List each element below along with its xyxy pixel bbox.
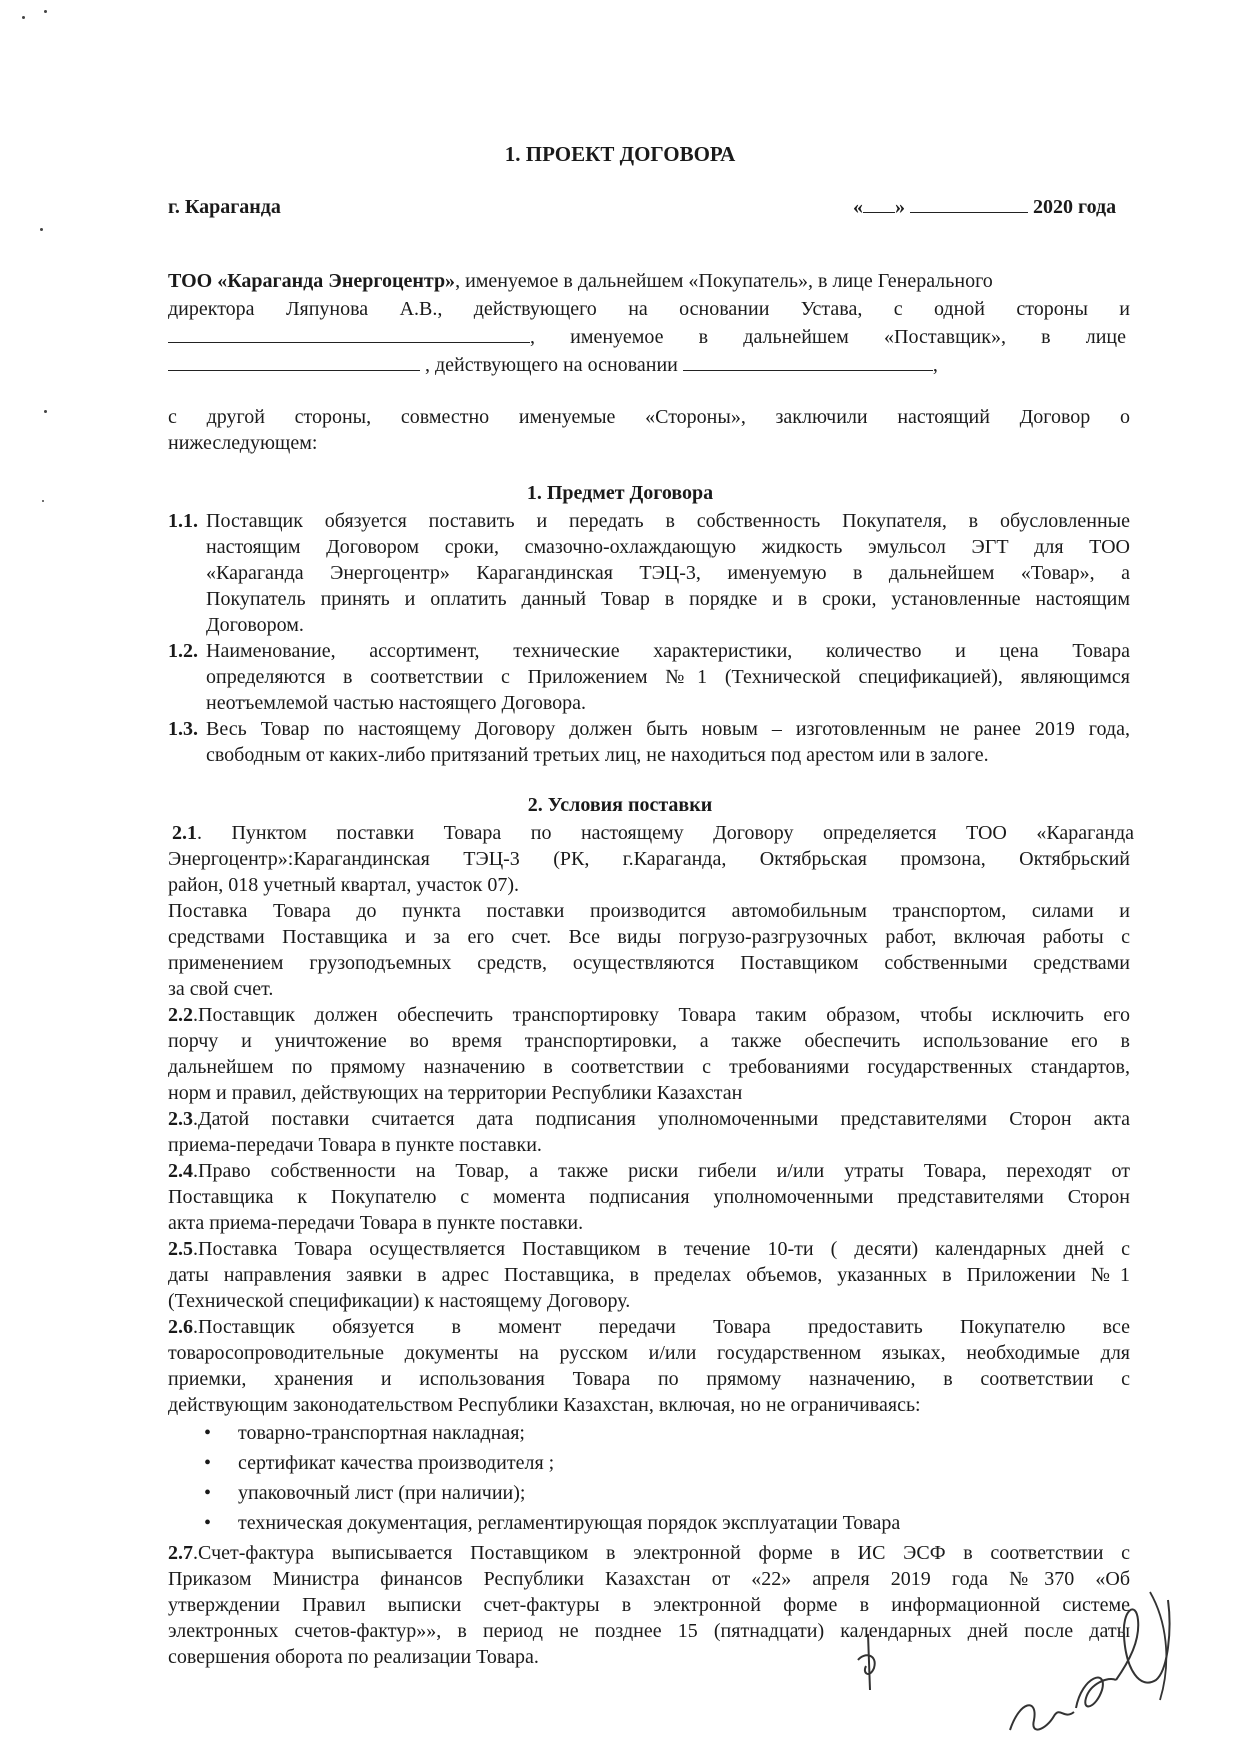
clause-text: .Датой поставки считается дата подписания уполномоченными представителями Сторон акта bbox=[193, 1108, 1130, 1130]
clause-1-1-line: «Караганда Энергоцентр» Карагандинская ТЭЦ-3, именуемую в дальнейшем «Товар», а bbox=[206, 562, 1130, 584]
clause-text: даты направления заявки в адрес Поставщика, в пределах объемов, указанных в Приложении №1 bbox=[168, 1264, 1130, 1286]
clause-1-3-line: Весь Товар по настоящему Договору должен быть новым – изготовленным не ранее 2019 года, bbox=[206, 718, 1130, 740]
clause-number: 2.5 bbox=[168, 1238, 193, 1260]
section-2-line bbox=[168, 1080, 1130, 1106]
bullet-item: упаковочный лист (при наличии); bbox=[238, 1482, 526, 1504]
bullet-icon: • bbox=[204, 1482, 212, 1504]
clause-2-7-line bbox=[168, 1540, 1130, 1566]
clause-number: 1.2. bbox=[168, 640, 198, 662]
section-2-line bbox=[168, 1054, 1130, 1080]
clause-text: (Технической спецификации) к настоящему Договору. bbox=[168, 1290, 631, 1312]
preamble-line-1-rest: , именуемое в дальнейшем «Покупатель», в лице Генерального bbox=[455, 270, 993, 292]
clause-1-1-line: Поставщик обязуется поставить и передать в собственность Покупателя, в обусловленные bbox=[206, 510, 1130, 532]
section-2-line bbox=[168, 1236, 1130, 1262]
section-2-line bbox=[168, 1340, 1130, 1366]
preamble-line-4-comma: , bbox=[932, 354, 938, 376]
section-2-line bbox=[168, 1184, 1130, 1210]
clause-1-1-line: настоящим Договором сроки, смазочно-охлаждающую жидкость эмульсол ЭГТ для ТОО bbox=[206, 536, 1130, 558]
clause-text: .Счет-фактура выписывается Поставщиком в электронной форме в ИС ЭСФ в соответствии с bbox=[193, 1542, 1130, 1564]
clause-text: район, 018 учетный квартал, участок 07). bbox=[168, 874, 519, 896]
section-2-line bbox=[168, 1366, 1130, 1392]
section-2-line bbox=[168, 1028, 1130, 1054]
preamble-line-3 bbox=[168, 324, 1130, 350]
date-day-blank bbox=[863, 194, 895, 213]
other-side-line-1: с другой стороны, совместно именуемые «Стороны», заключили настоящий Договор о bbox=[168, 406, 1130, 428]
clause-text: утверждении Правил выписки счет-фактуры в электронной форме в информационной системе bbox=[168, 1594, 1130, 1616]
handwritten-mark bbox=[840, 1630, 900, 1700]
section-2-line bbox=[168, 1210, 1130, 1236]
clause-text: приема-передачи Товара в пункте поставки. bbox=[168, 1134, 542, 1156]
section-2-line bbox=[168, 1002, 1130, 1028]
clause-text: . Пунктом поставки Товара по настоящему Договору определяется ТОО «Караганда bbox=[197, 822, 1134, 844]
supplier-name-blank bbox=[168, 324, 530, 343]
clause-number: 1.3. bbox=[168, 718, 198, 740]
clause-text: действующим законодательством Республики Казахстан, включая, но не ограничиваясь: bbox=[168, 1394, 921, 1416]
section-2-line bbox=[172, 820, 1134, 846]
section-2-line bbox=[168, 872, 1130, 898]
clause-text: .Поставщик обязуется в момент передачи Товара предоставить Покупателю все bbox=[193, 1316, 1130, 1338]
clause-text: .Право собственности на Товар, а также риски гибели и/или утраты Товара, переходят от bbox=[193, 1160, 1130, 1182]
section-2-line bbox=[168, 898, 1130, 924]
clause-number: 2.6 bbox=[168, 1316, 193, 1338]
bullet-item: товарно-транспортная накладная; bbox=[238, 1422, 525, 1444]
clause-1-3-line: свободным от каких-либо притязаний третьих лиц, не находиться под арестом или в залоге. bbox=[206, 744, 989, 766]
section-2-line bbox=[168, 1392, 1130, 1418]
clause-text: электронных счетов-фактур»», в период не позднее 15 (пятнадцати) календарных дней после даты bbox=[168, 1620, 1130, 1642]
clause-number: 1.1. bbox=[168, 510, 198, 532]
clause-2-7-line bbox=[168, 1592, 1130, 1618]
clause-text: приемки, хранения и использования Товара по прямому назначению, в соответствии с bbox=[168, 1368, 1130, 1390]
section-2-title: 2. Условия поставки bbox=[527, 794, 713, 816]
clause-text: средствами Поставщика и за его счет. Все виды погрузо-разгрузочных работ, включая работы с bbox=[168, 926, 1130, 948]
section-2-line bbox=[168, 1158, 1130, 1184]
scan-speck bbox=[44, 410, 47, 413]
section-2-line bbox=[168, 950, 1130, 976]
date-month-blank bbox=[910, 194, 1028, 213]
clause-1-1-line: Договором. bbox=[206, 614, 304, 636]
preamble-line-4-text: , действующего на основании bbox=[425, 354, 678, 376]
clause-text: .Поставщик должен обеспечить транспортировку Товара таким образом, чтобы исключить его bbox=[193, 1004, 1130, 1026]
clause-text: Поставка Товара до пункта поставки производится автомобильным транспортом, силами и bbox=[168, 900, 1130, 922]
date-year: 2020 года bbox=[1033, 196, 1117, 218]
clause-number: 2.1 bbox=[172, 822, 197, 844]
scan-speck bbox=[22, 16, 25, 19]
clause-text: акта приема-передачи Товара в пункте поставки. bbox=[168, 1212, 584, 1234]
bullet-item: сертификат качества производителя ; bbox=[238, 1452, 555, 1474]
buyer-company: ТОО «Караганда Энергоцентр» bbox=[168, 270, 456, 292]
clause-2-7-line bbox=[168, 1644, 1130, 1670]
section-2-line bbox=[168, 924, 1130, 950]
clause-text: товаросопроводительные документы на русском и/или государственном языках, необходимые для bbox=[168, 1342, 1130, 1364]
clause-number: 2.7 bbox=[168, 1542, 193, 1564]
clause-text: Поставщика к Покупателю с момента подписания уполномоченными представителями Сторон bbox=[168, 1186, 1130, 1208]
clause-text: применением грузоподъемных средств, осуществляются Поставщиком собственными средствами bbox=[168, 952, 1130, 974]
section-2-line bbox=[168, 1288, 1130, 1314]
scan-speck bbox=[40, 228, 43, 231]
document-title: 1. ПРОЕКТ ДОГОВОРА bbox=[504, 142, 736, 166]
preamble-line-3-text: , именуемое в дальнейшем «Поставщик», в лице bbox=[530, 326, 1126, 348]
bullet-icon: • bbox=[204, 1422, 212, 1444]
clause-text: норм и правил, действующих на территории Республики Казахстан bbox=[168, 1082, 743, 1104]
clause-text: Приказом Министра финансов Республики Казахстан от «22» апреля 2019 года №370 «Об bbox=[168, 1568, 1130, 1590]
clause-2-7-line bbox=[168, 1566, 1130, 1592]
clause-number: 2.4 bbox=[168, 1160, 193, 1182]
section-2-line bbox=[168, 1262, 1130, 1288]
section-2-line bbox=[168, 846, 1130, 872]
clause-text: Энергоцентр»:Карагандинская ТЭЦ-3 (РК, г.Караганда, Октябрьская промзона, Октябрьский bbox=[168, 848, 1130, 870]
clause-1-1-line: Покупатель принять и оплатить данный Товар в порядке и в сроки, установленные настоящим bbox=[206, 588, 1130, 610]
clause-number: 2.2 bbox=[168, 1004, 193, 1026]
preamble-line-1 bbox=[168, 268, 1130, 294]
clause-number: 2.3 bbox=[168, 1108, 193, 1130]
clause-text: совершения оборота по реализации Товара. bbox=[168, 1646, 539, 1668]
date-open-quote: « bbox=[853, 196, 863, 218]
signature bbox=[990, 1580, 1180, 1750]
clause-2-7-line bbox=[168, 1618, 1130, 1644]
section-2-line bbox=[168, 1132, 1130, 1158]
bullet-item: техническая документация, регламентирующая порядок эксплуатации Товара bbox=[238, 1512, 901, 1534]
signatory-blank bbox=[168, 352, 420, 371]
section-1-title: 1. Предмет Договора bbox=[526, 482, 714, 504]
clause-1-2-line: определяются в соответствии с Приложением №1 (Технической спецификацией), являющимся bbox=[206, 666, 1130, 688]
section-2-line bbox=[168, 976, 1130, 1002]
basis-blank bbox=[683, 352, 933, 371]
clause-1-2-line: неотъемлемой частью настоящего Договора. bbox=[206, 692, 587, 714]
clause-text: порчу и уничтожение во время транспортировки, а также обеспечить использование его в bbox=[168, 1030, 1130, 1052]
city-label: г. Караганда bbox=[168, 196, 281, 218]
clause-text: .Поставка Товара осуществляется Поставщиком в течение 10-ти ( десяти) календарных дней с bbox=[193, 1238, 1130, 1260]
section-2-line bbox=[168, 1106, 1130, 1132]
bullet-icon: • bbox=[204, 1512, 212, 1534]
clause-text: за свой счет. bbox=[168, 978, 274, 1000]
clause-text: дальнейшем по прямому назначению в соответствии с требованиями государственных стандартов, bbox=[168, 1056, 1130, 1078]
scan-speck bbox=[44, 10, 47, 13]
preamble-line-2: директора Ляпунова А.В., действующего на основании Устава, с одной стороны и bbox=[168, 298, 1130, 320]
other-side-line-2: нижеследующем: bbox=[168, 432, 318, 454]
clause-1-2-line: Наименование, ассортимент, технические характеристики, количество и цена Товара bbox=[206, 640, 1130, 662]
preamble-line-4 bbox=[168, 352, 938, 378]
date-close-quote: » bbox=[895, 196, 905, 218]
section-2-line bbox=[168, 1314, 1130, 1340]
date-line bbox=[853, 194, 1116, 220]
bullet-icon: • bbox=[204, 1452, 212, 1474]
